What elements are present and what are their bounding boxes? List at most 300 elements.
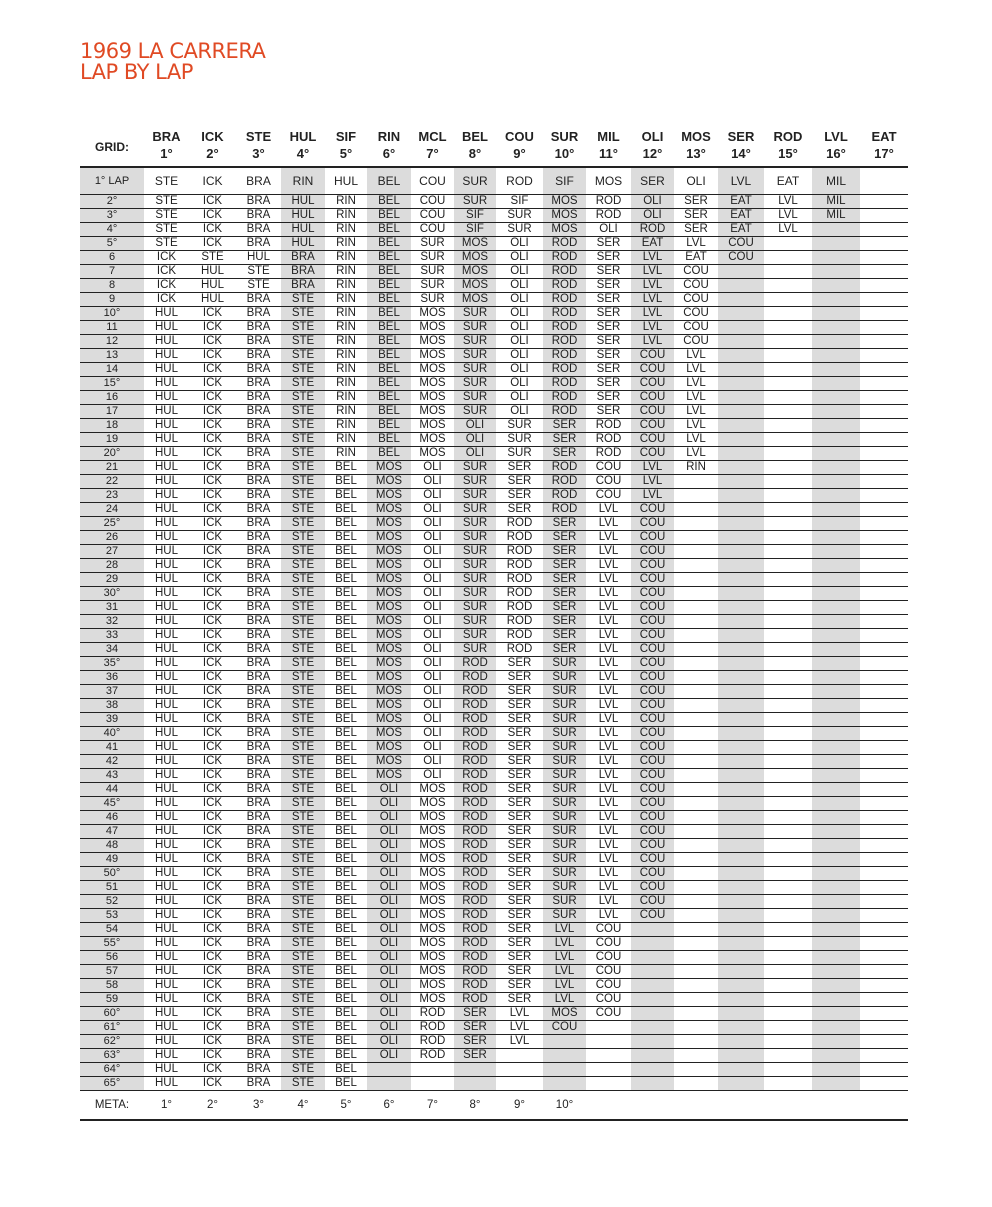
- title-line-2: LAP BY LAP: [80, 60, 193, 84]
- lap-row: [80, 853, 908, 867]
- position-cell: OLI: [367, 1007, 411, 1021]
- position-cell: SER: [496, 685, 543, 699]
- position-cell: ROD: [543, 265, 586, 279]
- position-cell: BRA: [236, 559, 281, 573]
- position-cell: [718, 293, 764, 307]
- driver-code: LVL: [824, 129, 848, 144]
- position-cell: BEL: [325, 699, 367, 713]
- position-cell: LVL: [674, 447, 718, 461]
- position-cell: COU: [631, 797, 674, 811]
- position-cell: RIN: [325, 307, 367, 321]
- lap-row: [80, 783, 908, 797]
- position-cell: SER: [543, 629, 586, 643]
- position-cell: ICK: [189, 937, 236, 951]
- position-cell: OLI: [367, 909, 411, 923]
- lap-row: [80, 461, 908, 475]
- position-cell: [812, 307, 860, 321]
- position-cell: [860, 615, 908, 629]
- lap-row: [80, 517, 908, 531]
- position-cell: ICK: [189, 699, 236, 713]
- position-cell: [764, 895, 812, 909]
- position-cell: MIL: [812, 209, 860, 223]
- position-cell: COU: [631, 363, 674, 377]
- position-cell: SUR: [543, 811, 586, 825]
- grid-column-header: [281, 124, 325, 167]
- position-cell: HUL: [144, 1063, 189, 1077]
- position-cell: BRA: [236, 1049, 281, 1063]
- position-cell: SUR: [454, 405, 496, 419]
- position-cell: ROD: [454, 937, 496, 951]
- position-cell: COU: [586, 923, 631, 937]
- position-cell: ICK: [189, 1021, 236, 1035]
- grid-header-row: [80, 124, 908, 167]
- position-cell: SER: [543, 545, 586, 559]
- lap-by-lap-table: [80, 124, 908, 1121]
- position-cell: COU: [631, 419, 674, 433]
- position-cell: [543, 1035, 586, 1049]
- position-cell: OLI: [454, 419, 496, 433]
- position-cell: [812, 545, 860, 559]
- position-cell: [674, 783, 718, 797]
- position-cell: BRA: [236, 685, 281, 699]
- position-cell: ICK: [189, 195, 236, 209]
- position-cell: [860, 867, 908, 881]
- position-cell: COU: [586, 965, 631, 979]
- position-cell: STE: [144, 223, 189, 237]
- position-cell: HUL: [144, 657, 189, 671]
- position-cell: [674, 615, 718, 629]
- position-cell: [764, 1021, 812, 1035]
- driver-code: HUL: [289, 129, 317, 144]
- lap-row: [80, 279, 908, 293]
- position-cell: OLI: [496, 251, 543, 265]
- position-cell: STE: [189, 251, 236, 265]
- lap-number: 23: [80, 489, 144, 503]
- grid-column-header: [764, 124, 812, 167]
- position-cell: COU: [674, 265, 718, 279]
- position-cell: MOS: [367, 587, 411, 601]
- position-cell: OLI: [496, 349, 543, 363]
- position-cell: SER: [586, 391, 631, 405]
- position-cell: HUL: [144, 447, 189, 461]
- position-cell: SER: [543, 559, 586, 573]
- position-cell: [764, 629, 812, 643]
- position-cell: SUR: [543, 867, 586, 881]
- lap-row: [80, 615, 908, 629]
- finish-position-cell: [674, 1091, 718, 1121]
- position-cell: SUR: [454, 363, 496, 377]
- position-cell: MOS: [367, 629, 411, 643]
- position-cell: HUL: [144, 923, 189, 937]
- position-cell: [411, 1077, 454, 1091]
- lap-number: 59: [80, 993, 144, 1007]
- position-cell: BEL: [325, 727, 367, 741]
- position-cell: BEL: [325, 755, 367, 769]
- position-cell: SER: [496, 699, 543, 713]
- position-cell: HUL: [144, 489, 189, 503]
- position-cell: BRA: [236, 1077, 281, 1091]
- grid-column-header: [718, 124, 764, 167]
- position-cell: [718, 909, 764, 923]
- position-cell: [812, 699, 860, 713]
- position-cell: [631, 1077, 674, 1091]
- position-cell: MOS: [367, 713, 411, 727]
- position-cell: ICK: [189, 587, 236, 601]
- position-cell: [764, 489, 812, 503]
- position-cell: ICK: [189, 307, 236, 321]
- position-cell: BEL: [367, 251, 411, 265]
- position-cell: [718, 629, 764, 643]
- position-cell: [764, 937, 812, 951]
- position-cell: [764, 433, 812, 447]
- position-cell: BRA: [236, 755, 281, 769]
- position-cell: STE: [281, 405, 325, 419]
- position-cell: COU: [631, 349, 674, 363]
- lap-number: 26: [80, 531, 144, 545]
- position-cell: [718, 965, 764, 979]
- grid-position: 9°: [513, 146, 526, 161]
- grid-position: 10°: [554, 146, 575, 161]
- position-cell: ICK: [189, 825, 236, 839]
- position-cell: STE: [281, 293, 325, 307]
- position-cell: HUL: [144, 643, 189, 657]
- position-cell: RIN: [325, 223, 367, 237]
- position-cell: LVL: [674, 349, 718, 363]
- position-cell: [812, 531, 860, 545]
- grid-column-header: [325, 124, 367, 167]
- position-cell: BRA: [236, 601, 281, 615]
- position-cell: MOS: [411, 433, 454, 447]
- position-cell: [674, 825, 718, 839]
- position-cell: ICK: [189, 839, 236, 853]
- position-cell: ROD: [543, 503, 586, 517]
- position-cell: ROD: [543, 461, 586, 475]
- position-cell: [860, 741, 908, 755]
- position-cell: [764, 923, 812, 937]
- position-cell: ICK: [189, 615, 236, 629]
- position-cell: BRA: [236, 937, 281, 951]
- position-cell: HUL: [144, 867, 189, 881]
- position-cell: BEL: [325, 993, 367, 1007]
- position-cell: SER: [496, 895, 543, 909]
- grid-position: 1°: [160, 146, 173, 161]
- position-cell: BRA: [236, 881, 281, 895]
- position-cell: [631, 951, 674, 965]
- grid-position: 6°: [382, 146, 396, 161]
- position-cell: SER: [586, 293, 631, 307]
- position-cell: OLI: [411, 475, 454, 489]
- position-cell: [812, 321, 860, 335]
- position-cell: BEL: [325, 713, 367, 727]
- position-cell: BEL: [325, 517, 367, 531]
- position-cell: MOS: [411, 307, 454, 321]
- grid-column-header: [631, 124, 674, 167]
- lap-row: [80, 265, 908, 279]
- position-cell: SIF: [496, 195, 543, 209]
- position-cell: BRA: [236, 335, 281, 349]
- position-cell: RIN: [325, 391, 367, 405]
- position-cell: BRA: [236, 727, 281, 741]
- position-cell: STE: [281, 629, 325, 643]
- position-cell: OLI: [454, 447, 496, 461]
- position-cell: STE: [144, 237, 189, 251]
- position-cell: ROD: [454, 671, 496, 685]
- position-cell: SUR: [454, 643, 496, 657]
- position-cell: [860, 349, 908, 363]
- position-cell: [764, 755, 812, 769]
- position-cell: ICK: [189, 517, 236, 531]
- position-cell: COU: [411, 223, 454, 237]
- lap-row: [80, 881, 908, 895]
- position-cell: [812, 643, 860, 657]
- position-cell: SER: [496, 839, 543, 853]
- position-cell: BEL: [325, 1007, 367, 1021]
- position-cell: ROD: [454, 825, 496, 839]
- position-cell: [718, 797, 764, 811]
- position-cell: COU: [586, 979, 631, 993]
- position-cell: BEL: [325, 979, 367, 993]
- lap-number: 49: [80, 853, 144, 867]
- position-cell: MOS: [543, 195, 586, 209]
- grid-column-header: [860, 124, 908, 167]
- position-cell: HUL: [144, 909, 189, 923]
- position-cell: [674, 699, 718, 713]
- position-cell: BEL: [325, 587, 367, 601]
- title-line-1: 1969 LA CARRERA: [80, 39, 266, 63]
- position-cell: BRA: [236, 1035, 281, 1049]
- position-cell: MOS: [367, 643, 411, 657]
- position-cell: ROD: [543, 377, 586, 391]
- position-cell: RIN: [325, 237, 367, 251]
- position-cell: STE: [281, 867, 325, 881]
- position-cell: BEL: [367, 419, 411, 433]
- position-cell: ROD: [454, 755, 496, 769]
- position-cell: STE: [281, 951, 325, 965]
- position-cell: BEL: [367, 433, 411, 447]
- position-cell: [674, 993, 718, 1007]
- position-cell: SER: [496, 867, 543, 881]
- position-cell: BEL: [325, 545, 367, 559]
- position-cell: [718, 601, 764, 615]
- position-cell: [764, 839, 812, 853]
- position-cell: ROD: [496, 629, 543, 643]
- lap-number: 17: [80, 405, 144, 419]
- lap-number: 11: [80, 321, 144, 335]
- lap-number: 65°: [80, 1077, 144, 1091]
- driver-code: EAT: [871, 129, 897, 144]
- position-cell: [674, 769, 718, 783]
- position-cell: COU: [631, 727, 674, 741]
- position-cell: STE: [281, 601, 325, 615]
- position-cell: [631, 979, 674, 993]
- position-cell: ICK: [144, 251, 189, 265]
- position-cell: BRA: [236, 741, 281, 755]
- position-cell: [718, 349, 764, 363]
- position-cell: HUL: [144, 601, 189, 615]
- position-cell: [812, 223, 860, 237]
- position-cell: BEL: [325, 783, 367, 797]
- position-cell: COU: [631, 377, 674, 391]
- position-cell: [812, 293, 860, 307]
- position-cell: SER: [586, 279, 631, 293]
- position-cell: BEL: [367, 195, 411, 209]
- position-cell: LVL: [586, 587, 631, 601]
- position-cell: BEL: [367, 167, 411, 195]
- position-cell: LVL: [586, 853, 631, 867]
- position-cell: HUL: [144, 377, 189, 391]
- position-cell: [718, 699, 764, 713]
- position-cell: ROD: [454, 923, 496, 937]
- position-cell: BRA: [236, 587, 281, 601]
- position-cell: [860, 769, 908, 783]
- lap-row: [80, 335, 908, 349]
- position-cell: [860, 727, 908, 741]
- position-cell: BEL: [325, 811, 367, 825]
- position-cell: BRA: [281, 279, 325, 293]
- position-cell: BEL: [367, 307, 411, 321]
- position-cell: [860, 531, 908, 545]
- position-cell: [674, 727, 718, 741]
- position-cell: MOS: [411, 965, 454, 979]
- position-cell: [812, 503, 860, 517]
- position-cell: [860, 545, 908, 559]
- position-cell: MOS: [411, 881, 454, 895]
- position-cell: SUR: [454, 629, 496, 643]
- driver-code: SER: [727, 129, 755, 144]
- position-cell: [812, 769, 860, 783]
- position-cell: [812, 853, 860, 867]
- position-cell: BEL: [325, 685, 367, 699]
- position-cell: SUR: [543, 699, 586, 713]
- position-cell: [764, 699, 812, 713]
- position-cell: LVL: [674, 391, 718, 405]
- driver-code: ROD: [773, 129, 803, 144]
- position-cell: [860, 629, 908, 643]
- position-cell: [860, 1007, 908, 1021]
- position-cell: [812, 825, 860, 839]
- position-cell: [718, 461, 764, 475]
- position-cell: MOS: [411, 783, 454, 797]
- position-cell: BRA: [236, 223, 281, 237]
- position-cell: LVL: [586, 895, 631, 909]
- position-cell: SER: [496, 923, 543, 937]
- position-cell: HUL: [144, 461, 189, 475]
- position-cell: BEL: [325, 741, 367, 755]
- lap-row: [80, 643, 908, 657]
- position-cell: [764, 1049, 812, 1063]
- position-cell: EAT: [674, 251, 718, 265]
- grid-position: 4°: [296, 146, 310, 161]
- position-cell: RIN: [325, 377, 367, 391]
- position-cell: EAT: [764, 167, 812, 195]
- position-cell: HUL: [144, 335, 189, 349]
- position-cell: BEL: [367, 223, 411, 237]
- position-cell: SER: [496, 909, 543, 923]
- position-cell: HUL: [144, 727, 189, 741]
- lap-row: [80, 909, 908, 923]
- position-cell: OLI: [411, 713, 454, 727]
- position-cell: BEL: [367, 405, 411, 419]
- position-cell: LVL: [496, 1007, 543, 1021]
- lap-number: 36: [80, 671, 144, 685]
- position-cell: SUR: [454, 349, 496, 363]
- finish-position-cell: 10°: [543, 1091, 586, 1121]
- driver-code: COU: [505, 129, 534, 144]
- position-cell: [631, 923, 674, 937]
- position-cell: [631, 1007, 674, 1021]
- position-cell: SER: [586, 321, 631, 335]
- position-cell: [812, 839, 860, 853]
- lap-row: [80, 979, 908, 993]
- position-cell: [812, 951, 860, 965]
- position-cell: HUL: [144, 1007, 189, 1021]
- position-cell: [812, 741, 860, 755]
- lap-number: 38: [80, 699, 144, 713]
- position-cell: BRA: [236, 377, 281, 391]
- position-cell: OLI: [496, 237, 543, 251]
- lap-number: 4°: [80, 223, 144, 237]
- lap-row: [80, 993, 908, 1007]
- position-cell: STE: [281, 377, 325, 391]
- position-cell: [812, 867, 860, 881]
- position-cell: BRA: [236, 489, 281, 503]
- position-cell: LVL: [586, 811, 631, 825]
- position-cell: [764, 993, 812, 1007]
- position-cell: BEL: [325, 629, 367, 643]
- position-cell: MOS: [411, 349, 454, 363]
- position-cell: MOS: [454, 251, 496, 265]
- position-cell: [586, 1049, 631, 1063]
- position-cell: ICK: [189, 755, 236, 769]
- position-cell: [860, 713, 908, 727]
- position-cell: [812, 727, 860, 741]
- position-cell: MOS: [367, 545, 411, 559]
- position-cell: [764, 293, 812, 307]
- position-cell: BEL: [325, 657, 367, 671]
- position-cell: [764, 825, 812, 839]
- position-cell: ROD: [543, 321, 586, 335]
- position-cell: HUL: [144, 433, 189, 447]
- position-cell: HUL: [144, 321, 189, 335]
- lap-number: 34: [80, 643, 144, 657]
- position-cell: HUL: [144, 741, 189, 755]
- position-cell: BEL: [367, 335, 411, 349]
- position-cell: [764, 335, 812, 349]
- lap-number: 7: [80, 265, 144, 279]
- position-cell: [718, 713, 764, 727]
- position-cell: STE: [281, 769, 325, 783]
- position-cell: [718, 321, 764, 335]
- position-cell: OLI: [496, 335, 543, 349]
- position-cell: BRA: [236, 167, 281, 195]
- position-cell: ICK: [189, 769, 236, 783]
- position-cell: SUR: [454, 545, 496, 559]
- position-cell: SER: [586, 307, 631, 321]
- lap-row: [80, 923, 908, 937]
- position-cell: HUL: [144, 1021, 189, 1035]
- position-cell: BRA: [236, 447, 281, 461]
- position-cell: [812, 1021, 860, 1035]
- grid-position: 8°: [468, 146, 482, 161]
- position-cell: [812, 461, 860, 475]
- lap-row: [80, 587, 908, 601]
- position-cell: [764, 685, 812, 699]
- lap-row: [80, 391, 908, 405]
- position-cell: [764, 363, 812, 377]
- position-cell: COU: [631, 601, 674, 615]
- finish-position-cell: [631, 1091, 674, 1121]
- position-cell: SER: [496, 881, 543, 895]
